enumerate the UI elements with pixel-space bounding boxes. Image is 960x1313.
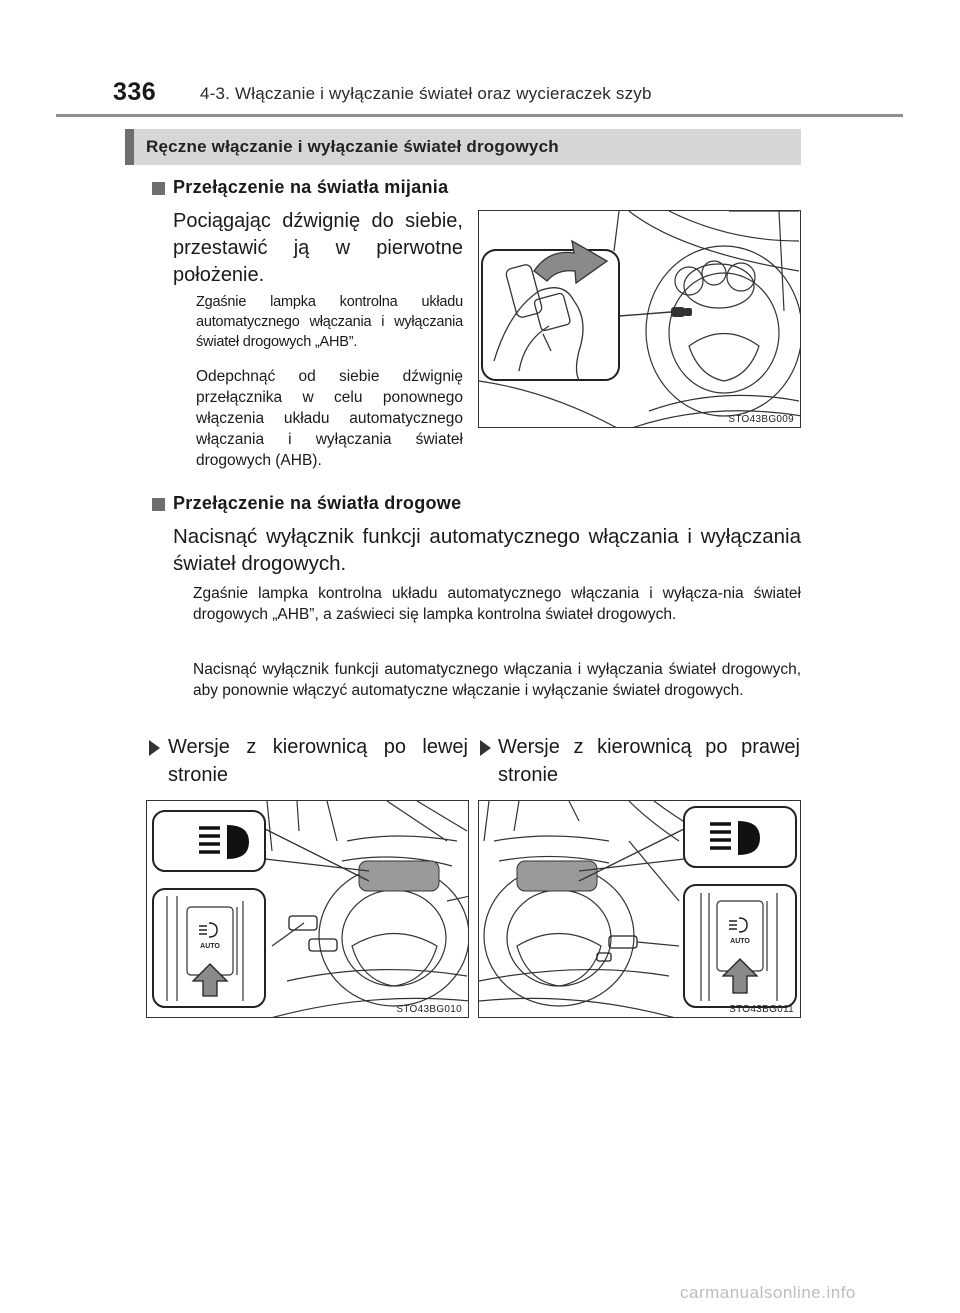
auto-switch-label: AUTO [730,938,750,945]
right-drive-illustration [479,801,801,1018]
left-drive-figure [146,800,469,1018]
lever-figure [478,210,801,428]
low-beam-instruction: Pociągając dźwignię do siebie, przestawić ją w pierwotne położenie. [173,210,463,286]
page-number: 336 [113,78,157,106]
figure-code: STO43BG011 [729,1004,794,1015]
high-beam-note-2: Nacisnąć wyłącznik funkcji automatycznego włączania i wyłączania świateł drogowych, aby ponownie włączyć automatyczne włączanie i wyłączanie świateł drogowych. [193,661,801,699]
figure-code: STO43BG010 [396,1004,462,1015]
triangle-bullet-icon [480,740,491,756]
header-rule [56,114,903,117]
low-beam-note-2: Odepchnąć od siebie dźwignię przełącznika w celu ponownego włączenia układu automatycznego włączania i wyłączania świateł drogowych (AHB). [196,368,463,469]
left-version-label: Wersje z kierownicą po lewej stronie [168,736,468,786]
high-beam-note-1: Zgaśnie lampka kontrolna układu automatycznego włączania i wyłącza-nia świateł drogowych „AHB”, a zaświeci się lampka kontrolna świateł drogowych. [193,585,801,623]
triangle-bullet-icon [149,740,160,756]
left-drive-illustration [147,801,469,1018]
figure-code: STO43BG009 [728,414,794,425]
high-beam-heading: Przełączenie na światła drogowe [173,493,462,513]
watermark: carmanualsonline.info [680,1283,856,1302]
square-bullet-icon [152,498,165,511]
chapter-title: 4-3. Włączanie i wyłączanie świateł oraz wycieraczek szyb [200,84,652,103]
auto-switch-label: AUTO [200,943,220,950]
lever-illustration [479,211,801,428]
low-beam-heading: Przełączenie na światła mijania [173,177,449,197]
square-bullet-icon [152,182,165,195]
right-version-label: Wersje z kierownicą po prawej stronie [498,736,800,786]
low-beam-note-1: Zgaśnie lampka kontrolna układu automatycznego włączania i wyłączania świateł drogowych „AHB”. [196,294,463,350]
section-title: Ręczne włączanie i wyłączanie świateł drogowych [146,137,559,156]
right-drive-figure [478,800,801,1018]
high-beam-instruction: Nacisnąć wyłącznik funkcji automatycznego włączania i wyłączania świateł drogowych. [173,525,801,575]
section-title-accent [125,129,134,165]
